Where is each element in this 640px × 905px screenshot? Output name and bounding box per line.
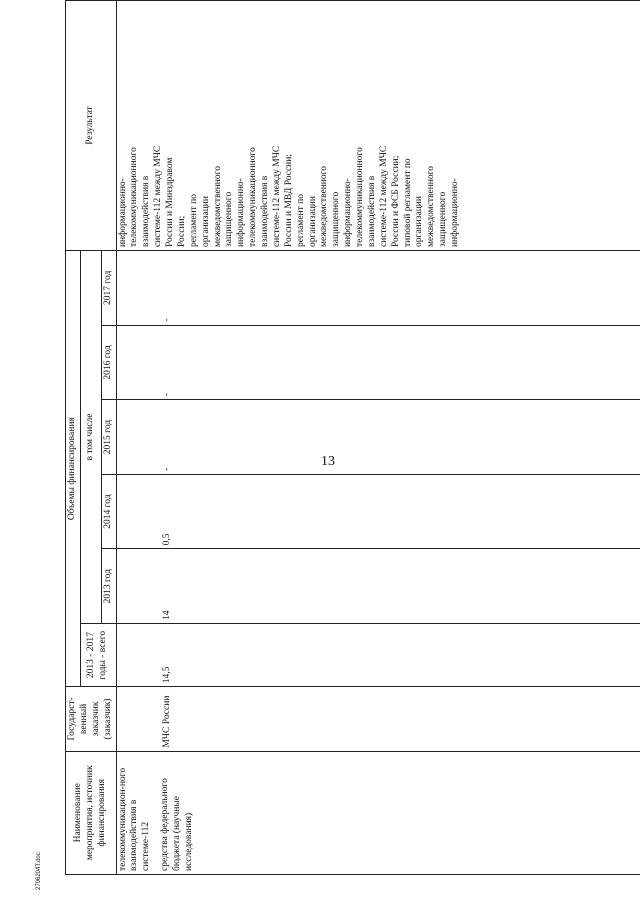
value-2014: 0,5 — [161, 533, 172, 546]
header-financing: Объемы финансирования — [66, 251, 81, 687]
cell-result — [116, 1, 640, 251]
header-year-2015: 2015 год — [101, 400, 116, 475]
cell-customer — [116, 687, 640, 751]
cell-2016 — [116, 325, 640, 400]
header-including: в том числе — [80, 251, 101, 624]
value-2013: 14 — [161, 610, 172, 620]
header-year-2013: 2013 год — [101, 549, 116, 624]
name-bottom: средства федерального бюджета (научные исследования) — [160, 778, 194, 871]
header-total: 2013 - 2017 годы - всего — [80, 624, 116, 687]
total-value: 14,5 — [161, 666, 172, 684]
header-result: Результат — [66, 1, 117, 251]
cell-2017 — [116, 251, 640, 326]
name-top: телекоммуникацион-ного взаимодействия в системе-112 — [117, 767, 152, 871]
value-2017: - — [161, 318, 172, 322]
cell-2013 — [116, 549, 640, 624]
file-footer: 2706204T.doc — [36, 852, 42, 890]
value-2015: - — [161, 467, 172, 471]
header-year-2017: 2017 год — [101, 251, 116, 326]
page-number: 13 — [321, 454, 335, 469]
result-text: информационно- телекоммуникационного взаимодействия в системе-112 между МЧС России и Минздравом России; регламент по организации межведомственного защищенного информационно- телекоммуникационного взаимодействия в системе-112 между МЧС России и МВД России; регламент по организации межведомственного защищенного информационно- телекоммуникационного взаимодействия в системе-112 между МЧС России и ФСБ России; типовой регламент по организации межведомственного защищенного информационно- — [117, 145, 460, 248]
cell-total — [116, 624, 640, 687]
financing-table — [65, 0, 640, 875]
table-row — [116, 1, 640, 875]
customer-value: МЧС России — [161, 695, 172, 748]
header-name: Наименование мероприятия, источник финансирования — [66, 751, 117, 874]
cell-name — [116, 751, 640, 874]
value-2016: - — [161, 393, 172, 397]
cell-2015 — [116, 400, 640, 475]
header-year-2014: 2014 год — [101, 474, 116, 549]
cell-2014 — [116, 474, 640, 549]
header-year-2016: 2016 год — [101, 325, 116, 400]
header-customer: Государст-венный заказчик (заказчик) — [66, 687, 117, 751]
